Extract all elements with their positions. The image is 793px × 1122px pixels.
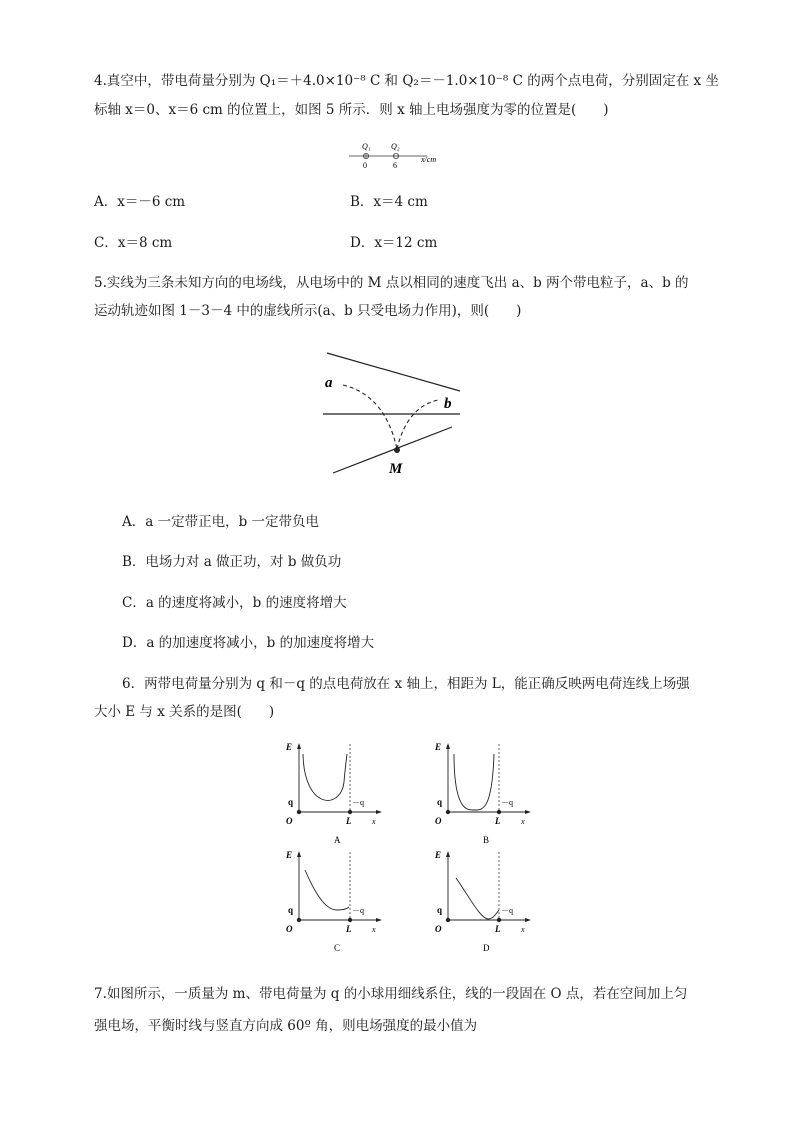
curve-d	[456, 878, 499, 919]
trajectory-a	[343, 385, 397, 449]
svg-text:E: E	[286, 850, 293, 860]
svg-text:q: q	[288, 905, 294, 915]
svg-text:O: O	[435, 924, 442, 934]
q6-graph-c	[283, 848, 393, 962]
svg-text:L: L	[346, 816, 352, 826]
q6-graph-a	[283, 740, 393, 854]
svg-text:O: O	[286, 816, 293, 826]
q1-label: Q₁	[362, 142, 371, 151]
q6-graph-b	[432, 740, 542, 854]
q7-stem-line2: 强电场，平衡时线与竖直方向成 60º 角，则电场强度的最小值为	[94, 1018, 478, 1034]
curve-b	[454, 754, 494, 810]
q5-option-c: C．a 的速度将减小，b 的速度将增大	[122, 595, 347, 611]
axis-label: x/cm	[421, 155, 437, 164]
svg-text:－q: －q	[352, 798, 364, 807]
curve-a	[303, 754, 347, 800]
label-a: a	[325, 375, 333, 391]
q5-option-a: A．a 一定带正电，b 一定带负电	[122, 514, 320, 530]
tick-6-label: 6	[393, 161, 397, 170]
svg-text:E: E	[435, 850, 442, 860]
q4-option-b: B．x＝4 cm	[350, 194, 428, 210]
graph-c-caption: C	[334, 943, 341, 953]
q5-option-b: B．电场力对 a 做正功，对 b 做负功	[122, 554, 342, 570]
svg-text:－q: －q	[501, 906, 513, 915]
svg-text:－q: －q	[352, 906, 364, 915]
q5-option-d: D．a 的加速度将减小，b 的加速度将增大	[122, 635, 375, 651]
svg-text:x: x	[521, 817, 525, 826]
svg-text:q: q	[437, 905, 443, 915]
q5-stem-line1: 5.实线为三条未知方向的电场线，从电场中的 M 点以相同的速度飞出 a、b 两个带电粒子，a、b 的	[94, 275, 689, 291]
svg-text:L: L	[346, 924, 352, 934]
svg-text:－q: －q	[501, 798, 513, 807]
svg-text:O: O	[286, 924, 293, 934]
graph-b-caption: B	[483, 835, 490, 845]
trajectory-b	[397, 400, 438, 449]
q6-graph-d	[432, 848, 542, 962]
svg-text:O: O	[435, 816, 442, 826]
q2-label: Q₂	[391, 142, 400, 151]
q4-figure	[345, 140, 455, 176]
field-line-top	[327, 353, 460, 391]
tick-0-label: 0	[363, 161, 367, 170]
label-m: M	[389, 461, 403, 477]
q4-option-a: A．x＝－6 cm	[94, 194, 186, 210]
svg-text:q: q	[437, 797, 443, 807]
q4-stem-line2: 标轴 x＝0、x＝6 cm 的位置上，如图 5 所示．则 x 轴上电场强度为零的位置是( )	[94, 102, 609, 118]
q6-stem-line1: 6．两带电荷量分别为 q 和－q 的点电荷放在 x 轴上，相距为 L，能正确反映两电荷连线上场强	[122, 676, 690, 692]
curve-c	[305, 870, 349, 910]
q4-stem-line1: 4.真空中，带电荷量分别为 Q₁＝＋4.0×10⁻⁸ C 和 Q₂＝－1.0×10⁻⁸ C 的两个点电荷，分别固定在 x 坐	[94, 73, 719, 89]
svg-text:x: x	[372, 817, 376, 826]
q5-stem-line2: 运动轨迹如图 1－3－4 中的虚线所示(a、b 只受电场力作用)，则( )	[94, 303, 522, 319]
svg-text:x: x	[372, 925, 376, 934]
q4-option-c: C．x＝8 cm	[94, 235, 173, 251]
point-m	[394, 447, 400, 453]
q5-figure	[315, 345, 465, 484]
svg-text:E: E	[286, 742, 293, 752]
svg-text:L: L	[495, 816, 501, 826]
graph-d-caption: D	[483, 943, 490, 953]
q6-stem-line2: 大小 E 与 x 关系的是图( )	[94, 704, 275, 720]
label-b: b	[444, 396, 452, 412]
svg-text:E: E	[435, 742, 442, 752]
svg-text:L: L	[495, 924, 501, 934]
q7-stem-line1: 7.如图所示，一质量为 m、带电荷量为 q 的小球用细线系住，线的一段固在 O 点，若在空间加上匀	[94, 986, 688, 1002]
svg-text:x: x	[521, 925, 525, 934]
q4-option-d: D．x＝12 cm	[350, 235, 438, 251]
svg-text:q: q	[288, 797, 294, 807]
graph-a-caption: A	[334, 835, 341, 845]
